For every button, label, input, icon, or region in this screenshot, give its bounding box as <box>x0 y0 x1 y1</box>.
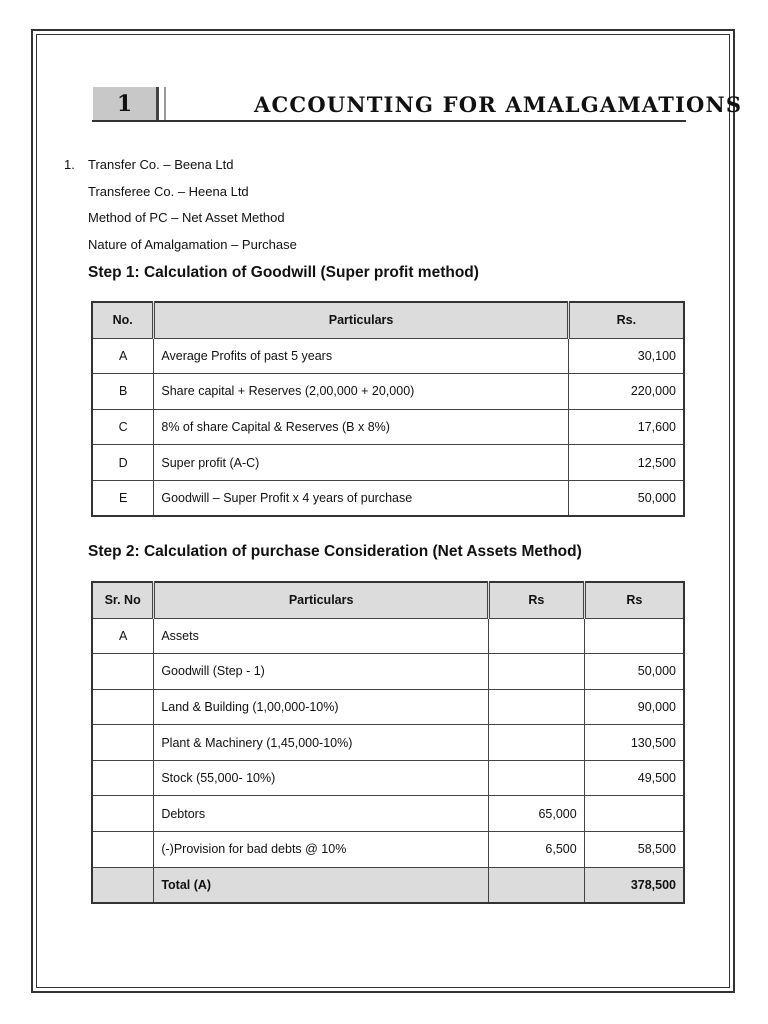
cell-sr-no <box>92 867 154 903</box>
cell-amount: 17,600 <box>568 409 684 445</box>
cell-amount-2: 130,500 <box>584 725 684 761</box>
cell-amount-1: 65,000 <box>488 796 584 832</box>
cell-amount-2: 58,500 <box>584 832 684 868</box>
cell-amount-2 <box>584 618 684 654</box>
cell-particulars: Assets <box>154 618 489 654</box>
cell-amount-2: 50,000 <box>584 654 684 690</box>
intro-nature: Nature of Amalgamation – Purchase <box>88 236 297 252</box>
goodwill-table <box>91 301 685 517</box>
table-row <box>92 832 684 868</box>
cell-particulars: Share capital + Reserves (2,00,000 + 20,000) <box>154 374 568 410</box>
table-row <box>92 796 684 832</box>
intro-list <box>64 156 297 262</box>
cell-sr-no <box>92 725 154 761</box>
intro-line <box>64 156 297 183</box>
chapter-title: ACCOUNTING FOR AMALGAMATIONS <box>254 92 743 117</box>
col-header-rs-1: Rs <box>488 582 584 618</box>
table-row <box>92 338 684 374</box>
cell-no: E <box>92 480 154 516</box>
cell-amount-2: 49,500 <box>584 760 684 796</box>
cell-total-amount: 378,500 <box>584 867 684 903</box>
cell-particulars: Debtors <box>154 796 489 832</box>
col-header-rs-2: Rs <box>584 582 684 618</box>
cell-no: D <box>92 445 154 481</box>
cell-amount-1 <box>488 867 584 903</box>
cell-sr-no <box>92 654 154 690</box>
cell-amount-1 <box>488 618 584 654</box>
step1-title: Step 1: Calculation of Goodwill (Super profit method) <box>88 264 479 281</box>
cell-amount: 220,000 <box>568 374 684 410</box>
table-row <box>92 409 684 445</box>
table-row <box>92 480 684 516</box>
intro-number: 1. <box>64 157 75 172</box>
table-row <box>92 445 684 481</box>
chapter-separator <box>164 87 166 120</box>
cell-amount: 50,000 <box>568 480 684 516</box>
cell-particulars: Average Profits of past 5 years <box>154 338 568 374</box>
cell-amount-1 <box>488 760 584 796</box>
table-row <box>92 374 684 410</box>
purchase-consideration-table <box>91 581 685 904</box>
intro-line <box>64 183 297 210</box>
intro-transfer-co: Transfer Co. – Beena Ltd <box>88 157 234 172</box>
intro-line <box>64 209 297 236</box>
cell-no: A <box>92 338 154 374</box>
step2-title: Step 2: Calculation of purchase Consideration (Net Assets Method) <box>88 543 582 560</box>
cell-particulars: (-)Provision for bad debts @ 10% <box>154 832 489 868</box>
cell-sr-no <box>92 796 154 832</box>
table-header-row <box>92 302 684 338</box>
cell-amount-1 <box>488 689 584 725</box>
cell-sr-no: A <box>92 618 154 654</box>
cell-no: B <box>92 374 154 410</box>
table-row <box>92 618 684 654</box>
title-rule <box>92 120 686 122</box>
cell-amount-2 <box>584 796 684 832</box>
table-row <box>92 725 684 761</box>
col-header-rs: Rs. <box>568 302 684 338</box>
col-header-sr-no: Sr. No <box>92 582 154 618</box>
intro-method: Method of PC – Net Asset Method <box>88 210 285 226</box>
intro-transferee-co: Transferee Co. – Heena Ltd <box>88 183 249 199</box>
cell-particulars: Land & Building (1,00,000-10%) <box>154 689 489 725</box>
cell-sr-no <box>92 760 154 796</box>
cell-particulars: Plant & Machinery (1,45,000-10%) <box>154 725 489 761</box>
cell-no: C <box>92 409 154 445</box>
cell-particulars: Goodwill – Super Profit x 4 years of purchase <box>154 480 568 516</box>
chapter-number: 1 <box>93 87 159 120</box>
col-header-particulars: Particulars <box>154 582 489 618</box>
col-header-no: No. <box>92 302 154 338</box>
cell-amount: 12,500 <box>568 445 684 481</box>
table-row <box>92 689 684 725</box>
cell-particulars: Super profit (A-C) <box>154 445 568 481</box>
table-header-row <box>92 582 684 618</box>
col-header-particulars: Particulars <box>154 302 568 338</box>
cell-particulars: Stock (55,000- 10%) <box>154 760 489 796</box>
cell-particulars: 8% of share Capital & Reserves (B x 8%) <box>154 409 568 445</box>
cell-amount-2: 90,000 <box>584 689 684 725</box>
table-row <box>92 654 684 690</box>
cell-sr-no <box>92 832 154 868</box>
table-row <box>92 760 684 796</box>
cell-amount: 30,100 <box>568 338 684 374</box>
total-row <box>92 867 684 903</box>
cell-amount-1 <box>488 725 584 761</box>
intro-line <box>64 236 297 263</box>
cell-amount-1: 6,500 <box>488 832 584 868</box>
cell-total-label: Total (A) <box>154 867 489 903</box>
cell-sr-no <box>92 689 154 725</box>
cell-particulars: Goodwill (Step - 1) <box>154 654 489 690</box>
cell-amount-1 <box>488 654 584 690</box>
